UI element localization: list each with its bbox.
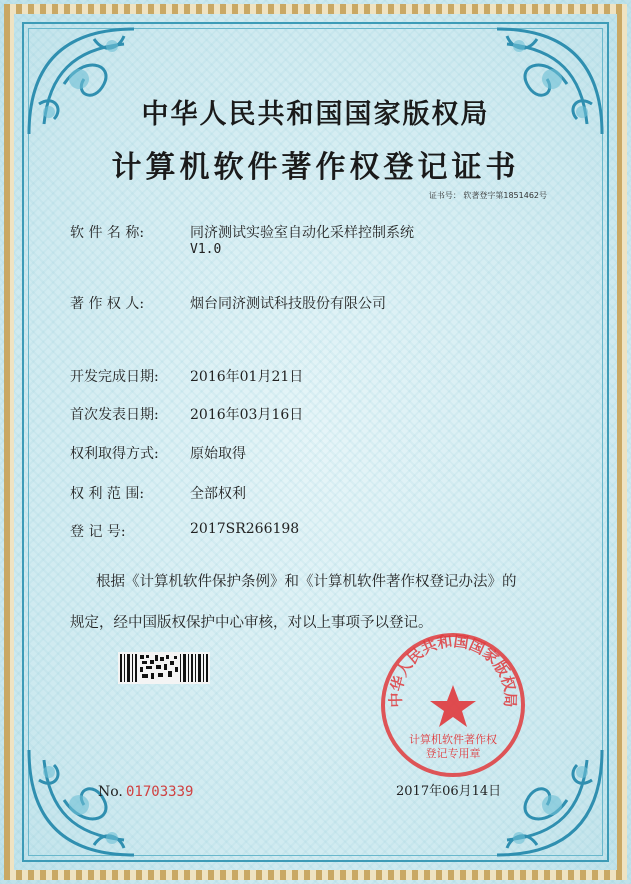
- rights-scope-value: 全部权利: [190, 486, 246, 502]
- software-name-label: 软 件 名 称:: [70, 225, 145, 241]
- registration-number-label: 登 记 号:: [70, 524, 126, 540]
- barcode-icon: [118, 652, 210, 684]
- rights-scope-label: 权 利 范 围:: [70, 486, 145, 502]
- seal-ring-text: 中华人民共和国国家版权局: [386, 632, 520, 708]
- seal-center-line-1: 计算机软件著作权: [409, 733, 497, 746]
- serial-number-label: No.: [98, 784, 123, 800]
- issuer-title: 中华人民共和国国家版权局: [141, 99, 490, 130]
- owner-label: 著 作 权 人:: [70, 296, 145, 312]
- issue-date: 2017年06月14日: [396, 784, 502, 799]
- certificate-number: 证书号： 软著登字第1851462号: [428, 191, 547, 200]
- software-name-value: 同济测试实验室自动化采样控制系统: [190, 225, 414, 241]
- body-text-line-1: 根据《计算机软件保护条例》和《计算机软件著作权登记办法》的: [96, 574, 517, 590]
- registration-number-value: 2017SR266198: [190, 521, 300, 537]
- dev-date-label: 开发完成日期:: [70, 369, 159, 385]
- owner-value: 烟台同济测试科技股份有限公司: [190, 296, 386, 312]
- pub-date-value: 2016年03月16日: [190, 407, 304, 423]
- body-text-line-2: 规定，经中国版权保护中心审核，对以上事项予以登记。: [70, 615, 433, 631]
- seal-center-line-2: 登记专用章: [425, 747, 481, 760]
- certificate-title: 计算机软件著作权登记证书: [111, 150, 520, 185]
- pub-date-label: 首次发表日期:: [70, 407, 159, 423]
- serial-number-value: 01703339: [126, 784, 194, 800]
- corner-ornament-bottom-left: [24, 740, 154, 860]
- acquire-method-label: 权利取得方式:: [70, 446, 159, 462]
- dev-date-value: 2016年01月21日: [190, 369, 304, 385]
- official-seal: [378, 630, 528, 780]
- software-version: V1.0: [190, 242, 222, 257]
- star-icon: [430, 685, 476, 727]
- acquire-method-value: 原始取得: [190, 446, 246, 462]
